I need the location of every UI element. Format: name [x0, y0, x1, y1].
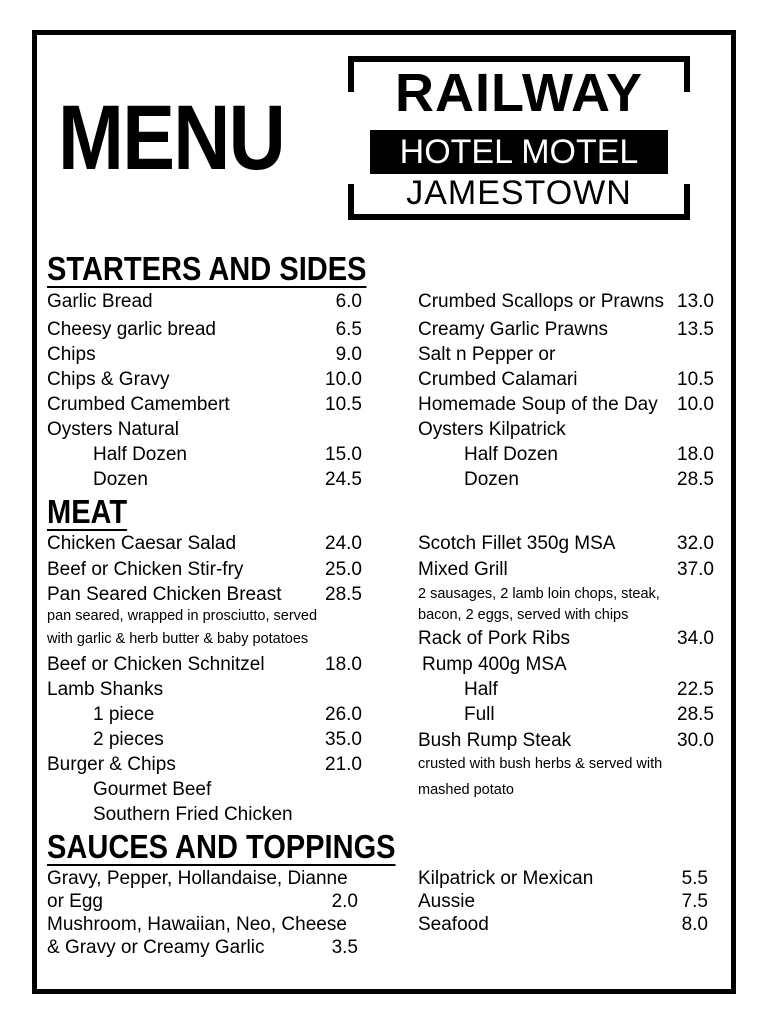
- menu-item: or Egg: [47, 891, 103, 912]
- menu-item-price: 10.5: [325, 394, 362, 415]
- menu-item: 2 pieces: [93, 729, 164, 750]
- menu-item-price: 2.0: [331, 891, 358, 912]
- section-heading-sauces: SAUCES AND TOPPINGS: [47, 828, 396, 865]
- menu-item-price: 24.5: [325, 469, 362, 490]
- menu-item-price: 25.0: [325, 559, 362, 580]
- menu-item-price: 15.0: [325, 444, 362, 465]
- menu-item-price: 13.0: [677, 291, 714, 312]
- menu-item: Chicken Caesar Salad: [47, 533, 237, 554]
- menu-item: Rump 400g MSA: [422, 654, 567, 675]
- menu-item: Dozen: [464, 469, 519, 490]
- menu-item: Pan Seared Chicken Breast: [47, 584, 282, 605]
- menu-item-price: 30.0: [677, 730, 714, 751]
- menu-item: Kilpatrick or Mexican: [418, 868, 594, 889]
- menu-item-description: 2 sausages, 2 lamb loin chops, steak,: [418, 586, 660, 602]
- menu-item-price: 8.0: [681, 914, 708, 935]
- menu-item-price: 3.5: [331, 937, 358, 958]
- menu-item: Bush Rump Steak: [418, 730, 572, 751]
- menu-item: Full: [464, 704, 495, 725]
- menu-item: Oysters Natural: [47, 419, 179, 440]
- menu-item-price: 10.5: [677, 369, 714, 390]
- railway-hotel-logo: [348, 56, 690, 220]
- menu-item-price: 18.0: [325, 654, 362, 675]
- menu-item: Garlic Bread: [47, 291, 153, 312]
- menu-item: & Gravy or Creamy Garlic: [47, 937, 265, 958]
- menu-item: Creamy Garlic Prawns: [418, 319, 609, 340]
- menu-item: Salt n Pepper or: [418, 344, 556, 365]
- menu-item: Crumbed Scallops or Prawns: [418, 291, 665, 312]
- menu-item-price: 9.0: [335, 344, 362, 365]
- menu-item: Chips & Gravy: [47, 369, 170, 390]
- menu-item-price: 32.0: [677, 533, 714, 554]
- page-title: MENU: [58, 87, 285, 189]
- menu-item: Half Dozen: [464, 444, 558, 465]
- section-heading-starters: STARTERS AND SIDES: [47, 250, 367, 287]
- menu-item: Cheesy garlic bread: [47, 319, 216, 340]
- section-heading-meat: MEAT: [47, 493, 128, 530]
- menu-item: Seafood: [418, 914, 489, 935]
- menu-item-price: 22.5: [677, 679, 714, 700]
- menu-item: Rack of Pork Ribs: [418, 628, 571, 649]
- menu-item: Dozen: [93, 469, 148, 490]
- menu-item: Oysters Kilpatrick: [418, 419, 566, 440]
- menu-item: Southern Fried Chicken: [93, 804, 293, 825]
- menu-item: Mushroom, Hawaiian, Neo, Cheese: [47, 914, 347, 935]
- menu-item-price: 28.5: [325, 584, 362, 605]
- menu-item: Half: [464, 679, 498, 700]
- menu-item: Beef or Chicken Stir-fry: [47, 559, 244, 580]
- logo-name: RAILWAY: [394, 63, 644, 123]
- menu-item-price: 24.0: [325, 533, 362, 554]
- menu-item-price: 5.5: [681, 868, 708, 889]
- menu-item: Aussie: [418, 891, 476, 912]
- menu-item-price: 13.5: [677, 319, 714, 340]
- menu-item: Mixed Grill: [418, 559, 508, 580]
- menu-item-price: 28.5: [677, 469, 714, 490]
- menu-item-price: 6.5: [335, 319, 362, 340]
- menu-item-price: 26.0: [325, 704, 362, 725]
- menu-item-price: 28.5: [677, 704, 714, 725]
- menu-item: Burger & Chips: [47, 754, 176, 775]
- menu-item-price: 6.0: [335, 291, 362, 312]
- menu-item: Homemade Soup of the Day: [418, 394, 658, 415]
- menu-item: Crumbed Calamari: [418, 369, 578, 390]
- menu-item: 1 piece: [93, 704, 155, 725]
- menu-item-price: 7.5: [681, 891, 708, 912]
- menu-item-price: 37.0: [677, 559, 714, 580]
- menu-item: Crumbed Camembert: [47, 394, 230, 415]
- menu-item-description: with garlic & herb butter & baby potatoes: [47, 631, 309, 647]
- menu-item-price: 21.0: [325, 754, 362, 775]
- menu-item-description: pan seared, wrapped in prosciutto, served: [47, 608, 318, 624]
- menu-item-price: 10.0: [325, 369, 362, 390]
- logo-subtitle: HOTEL MOTEL: [370, 130, 668, 174]
- menu-item: Chips: [47, 344, 96, 365]
- menu-item-price: 18.0: [677, 444, 714, 465]
- menu-item: Gravy, Pepper, Hollandaise, Dianne: [47, 868, 348, 889]
- menu-item-description: crusted with bush herbs & served with: [418, 756, 663, 772]
- menu-item-price: 34.0: [677, 628, 714, 649]
- logo-town: JAMESTOWN: [406, 174, 632, 212]
- menu-item-description: mashed potato: [418, 782, 514, 798]
- menu-item-price: 10.0: [677, 394, 714, 415]
- menu-item: Gourmet Beef: [93, 779, 212, 800]
- menu-item-description: bacon, 2 eggs, served with chips: [418, 607, 629, 623]
- menu-item: Half Dozen: [93, 444, 187, 465]
- menu-item: Beef or Chicken Schnitzel: [47, 654, 265, 675]
- menu-item-price: 35.0: [325, 729, 362, 750]
- menu-item: Lamb Shanks: [47, 679, 164, 700]
- menu-item: Scotch Fillet 350g MSA: [418, 533, 616, 554]
